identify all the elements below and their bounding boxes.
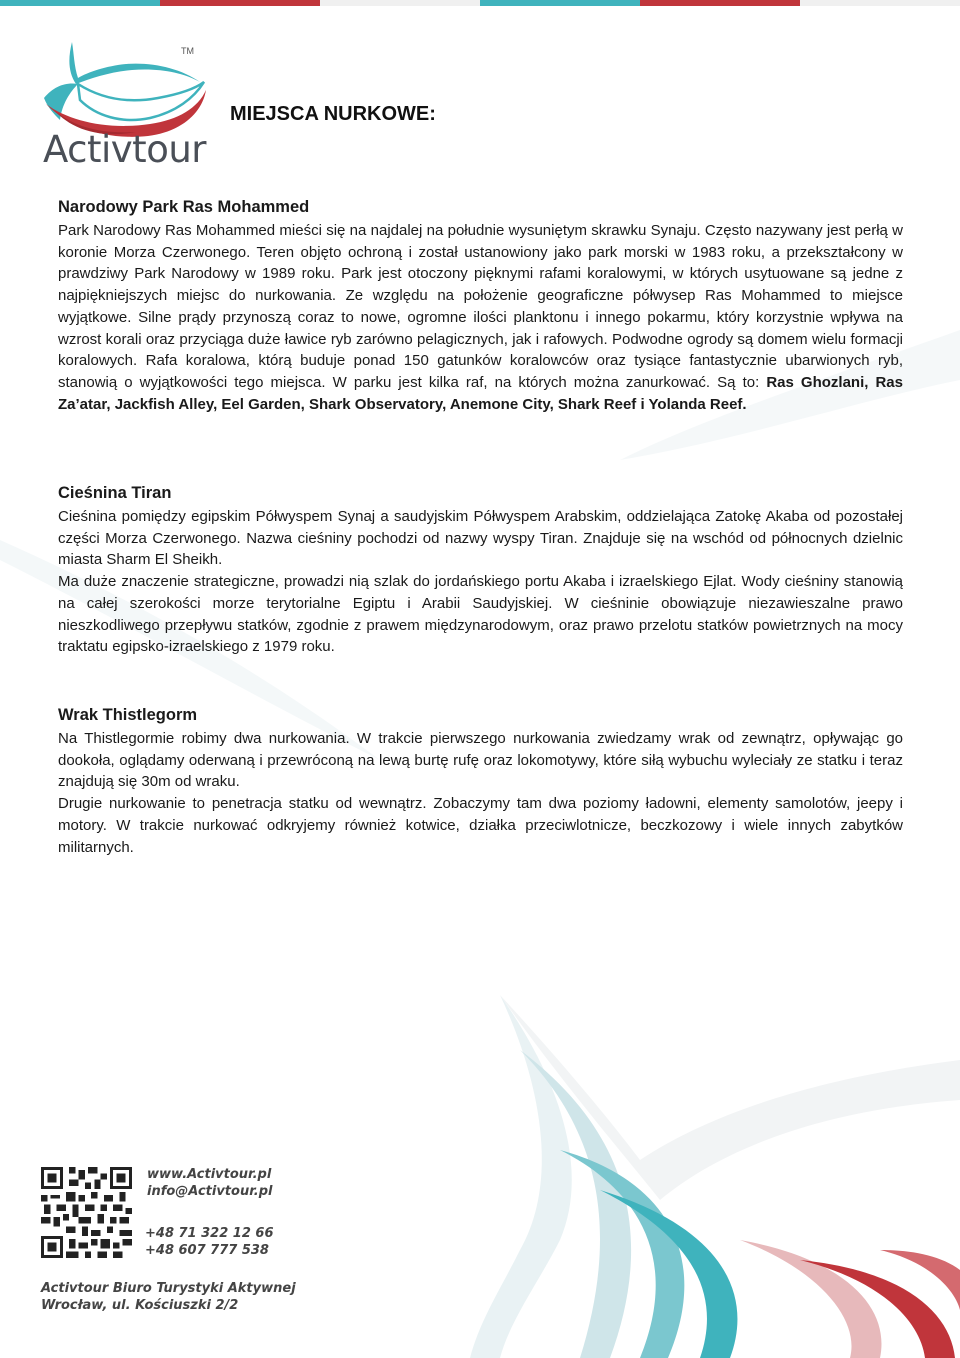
section-paragraph: Na Thistlegormie robimy dwa nurkowania. W trakcie pierwszego nurkowania zwiedzamy wrak od zewnątrz, opływając go dookoła, oglądamy oderwaną i przewróconą na lewą burtę rufę oraz lokomotywy, które siłą wybuchu wyleciały ze statku i teraz znajdują się 30m od wraku. xyxy=(58,730,903,791)
phone-number: +48 71 322 12 66 xyxy=(145,1226,274,1241)
company-name: Activtour Biuro Turystyki Aktywnej xyxy=(41,1281,296,1296)
section-heading: Cieśnina Tiran xyxy=(58,484,172,502)
paragraph-text: Park Narodowy Ras Mohammed mieści się na najdalej na południe wysuniętym skrawku Synaju. Często nazywany jest perłą w koronie Morza Czerwonego. Teren objęto ochroną i został ustanowiony jako park morski w 1983 roku, a przekształcony w prawdziwy Park Narodowy w 1989 roku. Park jest otoczony pięknymi rafami koralowymi, w których usytuowane są jedne z najpiękniejszych miejsc do nurkowania. Ze względu na położenie geograficzne półwysep Ras Mohammed to miejsce wyjątkowe. Silne prądy przynoszą coraz to nowe, ogromne ilości planktonu i innego pokarmu, który korzystnie wpływa na wzrost korali oraz przyciąga duże ławice ryb zarówno pelagicznych, jak i rafowych. Podwodne ogrody są domem wielu formacji koralowych. Rafa koralowa, którą buduje ponad 150 gatunków koralowców oraz tysiące fantastycznie ubarwionych ryb, stanowią o wyjątkowości tego miejsca. W parku jest kilka raf, na których można zanurkować. Są to: xyxy=(58,222,903,391)
section-ciesnina-tiran xyxy=(58,482,903,658)
section-paragraph xyxy=(58,220,903,415)
section-paragraph: Drugie nurkowanie to penetracja statku od wewnątrz. Zobaczymy tam dwa poziomy ładowni, elementy samolotów, jeepy i motory. W trakcie nurkować odkryjemy również kotwice, działka przeciwlotnicze, beczkozowy i wiele innych zabytków militarnych. xyxy=(58,795,903,856)
email-link[interactable]: info@Activtour.pl xyxy=(147,1184,273,1199)
section-paragraph: Cieśnina pomiędzy egipskim Półwyspem Synaj a saudyjskim Półwyspem Arabskim, oddzielająca Zatokę Akaba od pozostałej części Morza Czerwonego. Nazwa cieśniny pochodzi od nazwy wyspy Tiran. Znajduje się na wschód od północnych dzielnic miasta Sharm El Sheikh. xyxy=(58,508,903,569)
reef-list: Ras Ghozlani, Ras Za’atar, Jackfish Alley, Eel Garden, Shark Observatory, Anemone City, Shark Reef i Yolanda Reef. xyxy=(58,373,903,413)
section-heading: Wrak Thistlegorm xyxy=(58,706,198,724)
section-heading: Narodowy Park Ras Mohammed xyxy=(58,198,310,216)
logo-wordmark: Activtour xyxy=(43,128,206,171)
qr-code-icon[interactable] xyxy=(41,1167,132,1258)
page-title: MIEJSCA NURKOWE: xyxy=(230,103,436,125)
phone-number: +48 607 777 538 xyxy=(145,1243,269,1258)
website-link[interactable]: www.Activtour.pl xyxy=(147,1167,272,1182)
section-ras-mohammed xyxy=(58,196,903,415)
section-wrak-thistlegorm xyxy=(58,704,903,858)
trademark-mark: TM xyxy=(181,46,194,56)
company-address: Wrocław, ul. Kościuszki 2/2 xyxy=(41,1298,239,1313)
section-paragraph: Ma duże znaczenie strategiczne, prowadzi nią szlak do jordańskiego portu Akaba i izraelskiego Ejlat. Wody cieśniny stanowią na całej szerokości morze terytorialne Egiptu i Arabii Saudyjskiej. W cieśninie obowiązuje niezawieszalne prawo nieszkodliwego przepływu statków, zgodnie z prawem międzynarodowym, oraz prawo przelotu statków powietrznych na mocy traktatu egipsko-izraelskiego z 1979 roku. xyxy=(58,573,903,656)
